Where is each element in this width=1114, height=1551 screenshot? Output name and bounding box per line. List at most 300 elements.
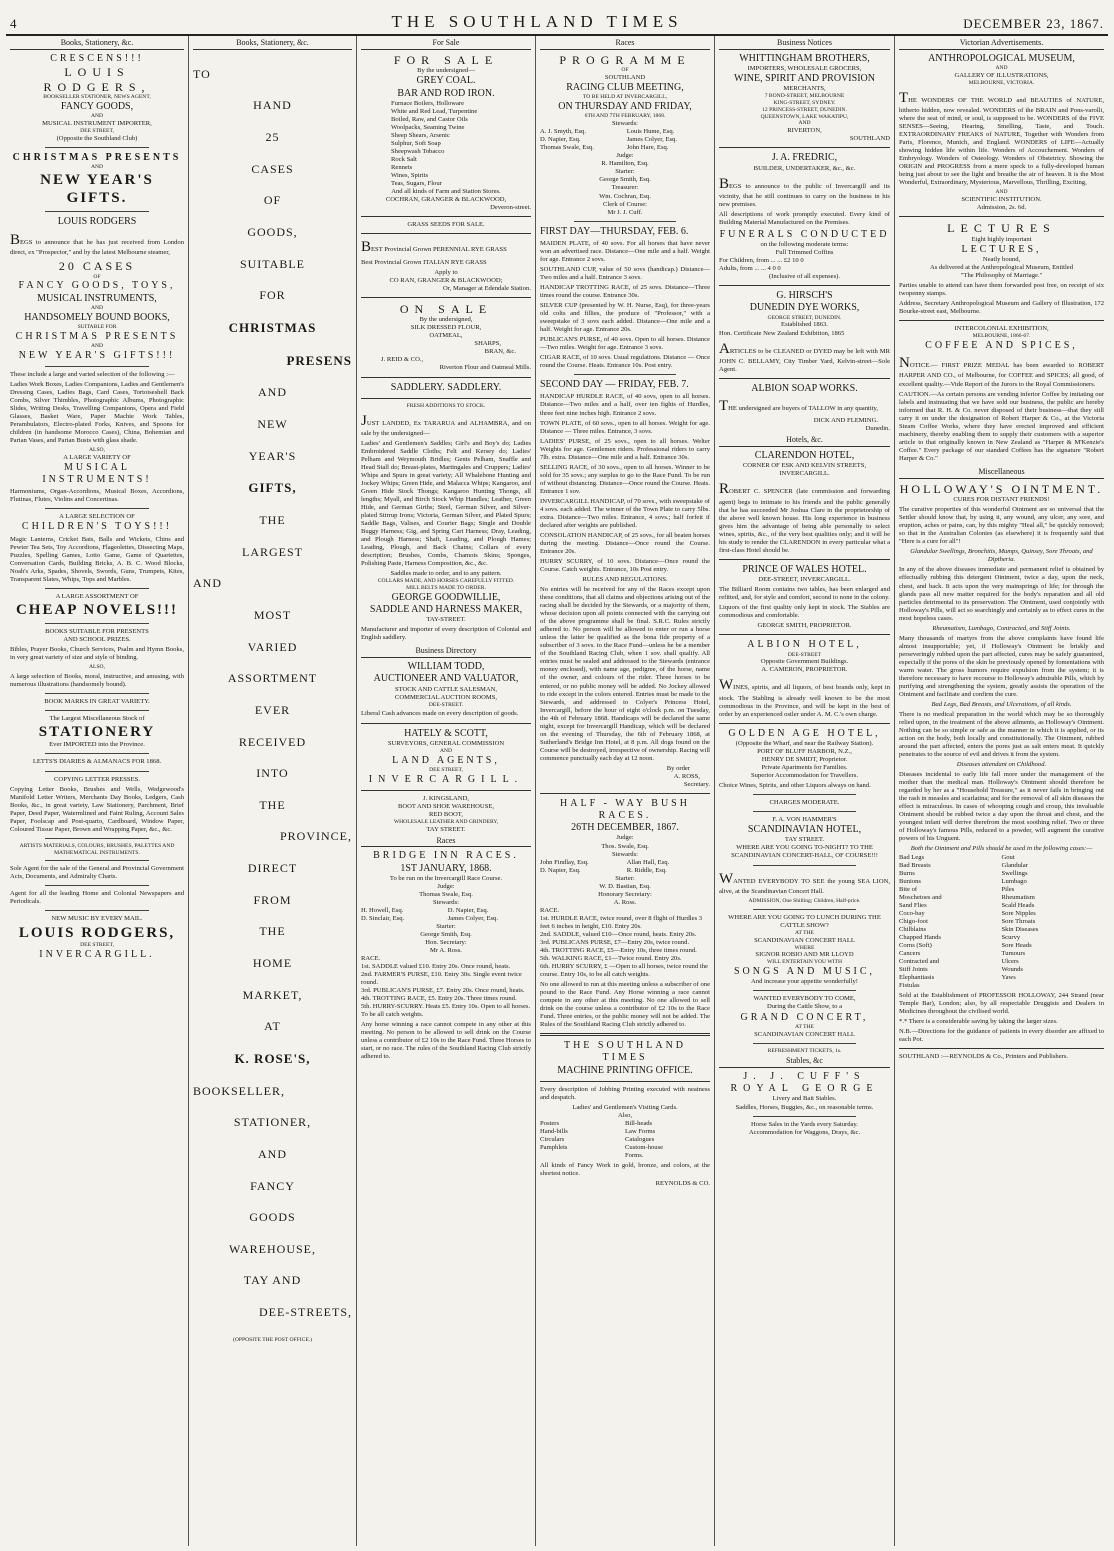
ad-line: DICK AND FLEMING.	[813, 417, 878, 425]
ad-line: Ladies' and Gentlemen's Visiting Cards.	[572, 1103, 678, 1111]
section-heading: SECOND DAY — FRIDAY, FEB. 7.	[540, 379, 689, 391]
ad-text: Harmoniums, Organ-Accordions, Musical Boxes, Accordions, Flutinas, Flutes, Violins and Concertinas.	[10, 488, 184, 504]
divider	[753, 794, 856, 795]
ad-line: BAR AND ROD IRON.	[397, 87, 495, 99]
ad-line: Stewards:	[611, 850, 638, 858]
ad-text: N.B.—Directions for the guidance of patients in every disorder are affixed to each Pot.	[899, 1028, 1104, 1044]
list-item: Scurvy	[1001, 933, 1021, 941]
stacked-word: DIRECT	[247, 861, 298, 876]
ad-line: (Opposite the Southland Club)	[56, 134, 138, 142]
ad-line: Horse Sales in the Yards every Saturday.	[751, 1120, 858, 1128]
steward: A. J. Smyth, Esq.	[540, 128, 586, 136]
section-heading: Races	[361, 834, 531, 848]
ad-line: A. CAMERON, PROPRIETOR.	[761, 666, 848, 674]
ad-footer: (OPPOSITE THE POST OFFICE.)	[232, 1336, 313, 1343]
divider	[45, 211, 149, 212]
divider	[45, 885, 149, 886]
divider	[719, 378, 890, 379]
section-heading: Hotels, &c.	[719, 433, 890, 447]
ad-line: CURES FOR DISTANT FRIENDS!	[953, 496, 1050, 504]
list-item: Scald Heads	[1001, 901, 1035, 909]
ad-line: COLLARS MADE, AND HORSES CAREFULLY FITTED.	[377, 578, 515, 585]
divider	[719, 634, 890, 635]
ad-line: 1ST JANUARY, 1868.	[400, 862, 492, 874]
list-item: Wines, Spirits	[391, 172, 429, 180]
list-item: Bill-heads	[625, 1119, 653, 1127]
ad-text: Diseases incidental to early life fall more under the management of the mother than the medical man. Holloway's Ointment should therefore be regarded by her as a "Household Treasure," as it never fails in bringing out the rash in measles and scarlatina; and for the removal of all skin diseases the effect is miraculous. In cases of whooping cough and croup, this invaluable Ointment should be rubbed twice a day upon the throat and chest, and the youngest infant will derive therefrom the most soothing relief. Two or three of Holloway's famous Pills, reduced to a powder, will augment the curative powers of his Unguent.	[899, 771, 1104, 843]
ad-text: JUST LANDED, Ex TARARUA and ALHAMBRA, and on sale by the undersigned—	[361, 412, 531, 437]
ad-line: MUSICAL INSTRUMENT IMPORTER,	[42, 120, 152, 127]
ad-text: Bibles, Prayer Books, Church Services, Psalm and Hymn Books, in very great variety of size and style of binding.	[10, 646, 184, 662]
divider	[45, 147, 149, 148]
ad-line: Eight highly important	[971, 235, 1032, 243]
ad-line: Hon. Secretary:	[425, 939, 467, 947]
ad-line: SHARPS,	[474, 340, 501, 348]
ad-text: The curative properties of this wonderful Ointment are so universal that the Settler should know that, by using it, any wound, any ulcer, any sore, and eruption, aches or pains, can, by this mighty "Heal all," be quickly removed; so that in the Australian Colonies (as elsewhere) it is frequently said that "Here is a cure for all"!	[899, 506, 1104, 546]
list-item: Hand-bills	[540, 1127, 568, 1135]
ad-line: MILL BELTS MADE TO ORDER.	[406, 585, 486, 592]
list-item: Skin Diseases	[1001, 925, 1039, 933]
ad-headline: 20 CASES	[58, 258, 136, 273]
ad-line: DEE-STREET	[787, 651, 822, 658]
list-item: Contracted and Stiff Joints	[899, 957, 940, 973]
list-item: Bad Breasts	[899, 861, 931, 869]
ad-text: A large selection of Books, moral, instructive, and amusing, with numerous illustrations (handsomely bound).	[10, 673, 184, 689]
ad-line: RED BOOT,	[429, 810, 463, 818]
ad-text: Many thousands of martyrs from the above complaints have found life almost insupportable; yet, if Holloway's Ointment be briskly and perseveringly rubbed upon the part affected, cures may be safely guaranteed, especially if the pores of the skin be previously opened by fomentations with warm water. The gross humors require expulsion from the system; it is therefore necessary to have recourse to Holloway's admirable Pills, which by purifying and strengthening the system, greatly assists the operation of the Ointment and facilitate and confirm the cure.	[899, 634, 1104, 698]
ad-line: SCANDINAVIAN CONCERT HALL	[754, 936, 855, 944]
ad-line: SCANDINAVIAN HOTEL,	[747, 824, 862, 836]
ad-line: A LARGE VARIETY OF	[63, 453, 131, 461]
steward: H. Howell, Esq.	[361, 906, 404, 914]
ad-line: WHERE	[794, 944, 815, 951]
stacked-word: ASSORTMENT	[227, 671, 318, 686]
ad-text: Address, Secretary Anthropological Museum and Gallery of Illustration, 172 Bourke-street east, Melbourne.	[899, 300, 1104, 316]
ad-line: TO BE HELD AT INVERCARGILL,	[582, 94, 668, 101]
list-item: Posters	[540, 1119, 560, 1127]
ad-line: LAND AGENTS,	[392, 754, 500, 766]
ad-line: R. Hamilton, Esq.	[601, 160, 649, 168]
page-number: 4	[10, 16, 17, 31]
ad-line: Stewards:	[432, 898, 459, 906]
ad-text: No one allowed to run at this meeting unless a subscriber of one pound to the Race Fund. Any Horse winning a race cannot compete in any other at this meeting. No one allowed to sell drink on the course unless a contributor of £2 10s to the Race Fund. Three entries, or the public money will not be added. The Rules of the Southland Racing Club strictly adhered to.	[540, 981, 710, 1029]
steward-row	[540, 136, 710, 144]
race-entry: 2nd. FARMER'S PURSE, £10. Entry 30s. Single event twice round.	[361, 971, 522, 987]
advertiser-name: F. A. VON HAMMER'S	[772, 816, 837, 824]
ad-subhead: Glandular Swellings, Bronchitis, Mumps, Quinsey, Sore Throats, and Diptheria.	[910, 548, 1093, 564]
ad-line: MUSICAL INSTRUMENTS,	[37, 292, 157, 304]
ad-headline: NEW YEAR'S GIFTS.	[40, 171, 154, 207]
stacked-word: FOR	[259, 288, 286, 303]
steward: D. Sinclair, Esq.	[361, 914, 405, 922]
ailment-list	[899, 854, 1104, 991]
ad-line: SADDLE AND HARNESS MAKER,	[369, 604, 523, 616]
ad-subhead: Both the Ointment and Pills should be used in the following cases:—	[910, 845, 1093, 853]
ad-line: DEE STREET,	[80, 941, 114, 948]
list-item: Coco-bay	[899, 909, 925, 917]
divider	[361, 377, 531, 378]
ad-headline: FUNERALS CONDUCTED	[719, 228, 890, 240]
ad-line: SOUTHLAND	[849, 135, 890, 143]
ad-text: *.* There is a considerable saving by taking the larger sizes.	[899, 1018, 1058, 1026]
ad-line: MELBOURNE, 1866-67.	[972, 333, 1031, 340]
ad-line: AND	[90, 304, 104, 311]
ad-line: BUILDER, UNDERTAKER, &c., &c.	[753, 164, 856, 172]
ad-line: Livery and Bait Stables.	[772, 1095, 837, 1103]
ad-text: All kinds of Fancy Work in gold, bronze, and colors, at the shortest notice.	[540, 1162, 710, 1178]
divider	[719, 147, 890, 148]
ad-text: The Billiard Room contains two tables, has been enlarged and refitted, and, for style and comfort, second to none in the colony.	[719, 586, 890, 602]
ad-text: Best Provincial Grown ITALIAN RYE GRASS	[361, 258, 487, 266]
ad-line: Ever IMPORTED into the Province.	[49, 741, 145, 749]
race-entry: SELLING RACE, of 30 sovs., open to all horses. Winner to be sold for 35 sovs.; any surplus to go to the Race Fund. To be run of without distancing. Distance—Once round the Course. Heats. Entrance 1 sov.	[540, 463, 710, 495]
steward: John Hare, Esq.	[626, 144, 669, 152]
ad-headline: ON SALE	[399, 301, 493, 316]
stacked-word: MOST	[253, 608, 292, 623]
ad-line: INVERCARGILL.	[779, 470, 830, 478]
ad-line: ADMISSION, One Shilling; Children, Half-price.	[748, 897, 861, 904]
ad-line: DEE STREET,	[80, 128, 114, 135]
race-entry: CONSOLATION HANDICAP, of 25 sovs., for all beaten horses during the meeting. Distance—Once round the Course. Entrance 20s.	[540, 531, 710, 555]
ad-line: A LARGE ASSORTMENT OF	[55, 592, 139, 600]
ad-headline: CRESCENS!!!	[50, 52, 144, 64]
advertiser-name: LOUIS RODGERS,	[43, 64, 151, 94]
newspaper-title: THE SOUTHLAND TIMES	[391, 12, 683, 31]
list-item: Glandular Swellings	[1001, 861, 1028, 877]
stacked-word: HOME	[252, 955, 293, 970]
ad-line: KING-STREET, SYDNEY.	[773, 100, 836, 106]
list-item: Furnace Boilers, Holloware	[391, 99, 465, 107]
item-list	[361, 100, 531, 188]
list-item: Sore Throats	[1001, 917, 1036, 925]
stacked-word: GIFTS,	[248, 480, 297, 496]
stacked-word: GOODS	[249, 1210, 296, 1225]
ad-line: SIGNOR ROBIO AND MR LLOYD	[755, 951, 854, 959]
divider	[45, 366, 149, 367]
column-5	[715, 36, 895, 1546]
printers-imprint: SOUTHLAND :—REYNOLDS & Co., Printers and Publishers.	[899, 1053, 1069, 1061]
divider	[899, 216, 1104, 217]
column-heading: Business Notices	[719, 36, 890, 50]
ad-text: In any of the above diseases immediate and permanent relief is obtained by effectually rubbing this detergent Ointment, twice a day, upon the neck, chest, and back. It acts upon the very mainsprings of life; for through the glands pass all new matter required for the body's reparation and all old particles detrimental to its preservation. The Ointment, used conjointly with Holloway's Pills, will act so searchingly and certainly as to effect cures in the most hopeless cases.	[899, 566, 1104, 622]
advertiser-name: PRINCE OF WALES HOTEL.	[742, 563, 867, 575]
ad-headline: HOLLOWAY'S OINTMENT.	[899, 481, 1104, 496]
ad-line: ARTISTS MATERIALS, COLOURS, BRUSHES, PALETTES AND MATHEMATICAL INSTRUMENTS.	[19, 842, 175, 856]
list-item: Burns	[899, 869, 915, 877]
print-list-col	[625, 1120, 710, 1160]
ad-line: HENRY DE SMIDT, Proprietor.	[761, 756, 848, 764]
race-entry: 5th. WALKING RACE, £1—Twice round. Entry 20s.	[540, 954, 682, 962]
ad-line: COPYING LETTER PRESSES.	[54, 775, 140, 783]
ad-line: Treasurer:	[611, 184, 639, 192]
ad-line: OF	[621, 67, 629, 74]
divider	[45, 771, 149, 772]
advertiser-name: LOUIS RODGERS,	[18, 924, 176, 941]
column-2	[189, 36, 357, 1546]
steward-row	[540, 144, 710, 152]
divider	[45, 753, 149, 754]
ad-line: AND	[439, 747, 453, 754]
advertiser-name: WILLIAM TODD,	[407, 661, 485, 673]
ad-line: Mr J. J. Cuff.	[607, 208, 643, 216]
divider	[753, 811, 856, 812]
ad-line: AT THE	[795, 929, 814, 936]
stacked-word: BOOKSELLER,	[193, 1083, 285, 1098]
stacked-word: AND	[258, 1146, 287, 1161]
ad-text: Sold at the Establishment of PROFESSOR HOLLOWAY, 244 Strand (near Temple Bar), London; also, by all respectable Druggists and Dealers in Medicines throughout the civilised world.	[899, 992, 1104, 1016]
ad-line: OATMEAL,	[429, 332, 463, 340]
race-entry: HANDICAP TROTTING RACE, of 25 sovs. Distance—Three times round the course. Entrance 30s.	[540, 283, 710, 299]
ad-text: There is no medical preparation in the world which may be so thoroughly relied upon, in the treatment of the above ailments, as Holloway's Ointment. Nothing can be so simple or safe as the manner in which it is applied, or its action on the body, both locally and constitutionally. The Ointment, rubbed around the part affected, enters the pores just as salt enters meat. It quickly penetrates to the source of evil and drives it from the system.	[899, 710, 1104, 759]
stacked-word: THE	[259, 797, 286, 812]
list-item: Law Forms	[625, 1127, 656, 1135]
column-3	[357, 36, 536, 1546]
column-heading: Races	[540, 36, 710, 50]
list-item: Woolpacks, Seaming Twine	[391, 123, 465, 131]
advertiser-name: J. J. CUFF'S	[743, 1071, 866, 1083]
race-entry: 4th. TROTTING RACE, £5. Entry 20s. Three times round.	[361, 995, 517, 1003]
ad-headline: COFFEE AND SPICES,	[925, 339, 1078, 351]
ad-line: AND	[90, 164, 104, 171]
stacked-word: LARGEST	[242, 544, 303, 559]
ad-line: Wm. Cochran, Esq.	[599, 192, 651, 200]
section-heading: Business Directory	[361, 644, 531, 658]
divider	[361, 233, 531, 234]
ad-text: Copying Letter Books, Brushes and Wells, Wedgewood's Manifold Letter Writers, Merchants Day Books, Ledgers, Cash Books, &c., in great variety, Law Stationery, Parchment, Brief Paper, Deed Paper, Watermlined and Faint Ruling, Account Sales Paper, Foolscap and Post-quarto, Cardboard, Window Paper, Coloured Tissue Paper, Brown and Wrapping Paper, &c., &c.	[10, 785, 184, 833]
ad-line: CO RAN, GRANGER & BLACKWOOD;	[389, 276, 503, 284]
ad-line: By order	[666, 764, 690, 772]
ad-line: MELBOURNE, VICTORIA.	[968, 79, 1035, 86]
ad-line: SUITABLE FOR	[77, 323, 117, 330]
list-item: Fistulas	[899, 982, 920, 989]
ad-text: Sole Agent for the sale of the General and Provincial Government Acts, Documents, and Admiralty Charts.	[10, 865, 184, 881]
ad-line: TAY-STREET.	[426, 616, 466, 624]
ad-line: DEE-STREET, INVERCARGILL.	[758, 576, 851, 584]
ad-line: During the Cattle Show, to a	[766, 1003, 843, 1011]
ad-text: BEGS to announce that he has just received from London direct, ex "Prospector," and by the latest Melbourne steamer,	[10, 231, 184, 256]
ad-line: RIVERTON,	[787, 127, 822, 135]
ad-line: 12 PRINCESS-STREET, DUNEDIN.	[762, 106, 847, 113]
race-entry: INVERCARGILL HANDICAP, of 70 sovs., with sweepstake of 4 sovs. each added. The winner of the Town Plate to carry 5lbs. extra. Distance—Two miles. Entrance, 4 sovs.; half forfeit if declared after weights are published.	[540, 497, 710, 529]
stacked-word: K. ROSE'S,	[234, 1050, 311, 1066]
ad-line: 6TH AND 7TH FEBRUARY, 1868.	[584, 113, 666, 120]
list-item: Ulcers	[1001, 957, 1019, 965]
ad-text: Magic Lanterns, Cricket Bats, Balls and Wickets, Chins and Pewter Tea Sets, Toy Accordions, Flageolettes, Dissecting Maps, Puzzles, Spelling Games, Lotto Game, Game of Quartettes, Conversation Cards, Building Bricks, A. B. C. Wood Blocks, Noah's Arks, Spades, Shovels, Swords, Guns, Trumpets, Kites, Transparent Slates, Whips, Tops and Marbles.	[10, 535, 184, 583]
section-heading: Miscellaneous	[899, 465, 1104, 479]
race-entry: 5th. HURRY-SCURRY. Heats £5. Entry 10s. Open to all horses. To be all catch weights.	[361, 1003, 531, 1019]
steward: D. Napier, Esq.	[540, 866, 581, 874]
ad-line: WHOLESALE LEATHER AND GRINDERY,	[393, 818, 499, 825]
ad-line: RACE.	[361, 955, 381, 963]
list-item: Teas, Sugars, Flour	[391, 180, 442, 188]
ad-headline: GRAND CONCERT,	[740, 1011, 869, 1023]
steward-row	[361, 907, 531, 915]
print-list-col	[540, 1120, 625, 1160]
divider	[45, 693, 149, 694]
divider	[753, 1116, 856, 1117]
ad-text: No entries will be received for any of the Races except upon these conditions, that all claims and objections arising out of the racing shall be decided by the Stewards, or a majority of them, whose decision upon all points connected with the carrying out of the above programme shall be final. S.R.C. Rules strictly adhered to. No person will be allowed to enter or run a horse unless the latter be qualified as the bona fide property of a subscriber of 3 sovs. to the Race Fund—unless he be a member of the Southland Racing Club, when 1 sov. shall qualify. All entries must be sealed and addressed to the Stewards (entrance money enclosed), with name age, pedigree, of the horse, name of the owner, and colours of the rider. Three horses to be entered, or no public money will be added. No Jockey allowed to ride except in the colors entered. Entries must be made to the Stewards, and addressed to Colyer's Princess Hotel, Invercargill, before the hour of eight o'clock p.m. on Tuesday, the 4th of February 1868. Handicaps will be declared the same night, except for Invercargill Handicap, which will be declared on the evening of Thursday, the 6th of February 1868, at Sutherland's Bridge Inn Hotel, at 8 p.m. All dogs found on the Course will be destroyed, irrespective of ownership. Racing will commence punctually each day at 12 noon.	[540, 586, 710, 762]
ad-line: SURVEYORS, GENERAL COMMISSION	[387, 739, 505, 747]
divider	[45, 860, 149, 861]
race-entry: 1st. HURDLE RACE, twice round, over 8 flight of Hurdles 3 feet 6 inches in height, £10. Entry 20s.	[540, 914, 703, 930]
ad-line: MACHINE PRINTING OFFICE.	[557, 1064, 693, 1076]
ad-line: WINE, SPIRIT AND PROVISION	[734, 72, 875, 84]
stacked-word: AT	[264, 1019, 281, 1034]
race-entry: 4th. TROTTING RACE, £5—Entry 10s, three times round.	[540, 946, 697, 954]
ad-text: Choice Wines, Spirits, and other Liquors always on hand.	[719, 782, 871, 790]
ad-line: J. REID & CO.,	[381, 356, 424, 364]
steward-row	[540, 859, 710, 867]
ad-line: BOOKS SUITABLE FOR PRESENTS	[45, 628, 149, 636]
list-item: Bite of Moschetoes and Sand Flies	[899, 885, 942, 909]
ad-headline: MUSICAL INSTRUMENTS!	[42, 461, 152, 486]
ad-line: Thos. Swale, Esq.	[601, 842, 649, 850]
ad-line: Thomas Swale, Esq.	[419, 890, 473, 898]
ad-line: CORNER OF ESK AND KELVIN STREETS,	[742, 462, 867, 470]
ad-headline: BRIDGE INN RACES.	[373, 850, 519, 862]
stacked-word: YEAR'S	[248, 448, 297, 463]
race-entry: SOUTHLAND CUP, value of 50 sovs (handicap.) Distance—Two miles and a half. Entrance 3 sovs.	[540, 265, 710, 281]
stacked-word: INTO	[256, 766, 289, 781]
ad-line: on the following moderate terms:	[760, 241, 849, 249]
ad-line: Deveron-street.	[490, 204, 531, 212]
divider	[574, 221, 676, 222]
list-item: Pamphlets	[540, 1144, 568, 1151]
advertiser-name: G. HIRSCH'S	[776, 290, 833, 302]
ad-headline: HALF - WAY BUSH RACES.	[560, 797, 690, 822]
column-heading: For Sale	[361, 36, 531, 50]
ad-line: RACE.	[540, 906, 560, 914]
stacked-word: FANCY	[250, 1178, 295, 1193]
race-entry: PUBLICAN'S PURSE, of 40 sovs. Open to all horses. Distance—Two miles. Weight for age. Entrance 3 sovs.	[540, 336, 710, 352]
issue-date: DECEMBER 23, 1867.	[963, 16, 1104, 31]
columns	[6, 36, 1108, 1546]
ad-text: Ladies' and Gentlemen's Saddles; Girl's and Boy's do; Ladies Embroidered Saddle Cloths; Felt and Kersey do; Ladies' Pelham and Weymouth Bridles; Gents Pelham, Snaffle and Head Stall do; Breast-plates, Martingales and Cruppers; Ladies' Whips and Spurs in great variety; All Whalebone Hunting and Jockey Whips; Green Hide, and Malacca Whips; Kangaroo, and Green Hide Stock Thongs; Kangaroo Hunting Thongs, all lengths; Myall, and Birch Stock Whip Handles; Leather, Green Hide, and German Girths; Steel, German Silver, and Silver-plated Stirrup Irons; Victoria, German Silver, and Plated Spurs; Saddle Bags, Valises, and Courier Bags; Single and Double Buggy Harness; Gig, and Spring Cart Harness; Dray, Leading, and Plough Harness; Shaft, Leading, and Plough Hames; Leading, Plough, and Back Chains; Collars of every description; Brushes, Combs, Chamois Skins; Sponges, Polishing Paste, Harness Composition, &c., &c.	[361, 439, 531, 568]
divider	[753, 990, 856, 991]
ad-line: Clerk of Course:	[603, 200, 647, 208]
advertiser-name: ALBION HOTEL,	[747, 639, 862, 651]
steward: D. Napier, Esq.	[540, 136, 581, 144]
advertiser-name: GEORGE GOODWILLIE,	[391, 592, 501, 603]
stacked-word: FROM	[253, 892, 292, 907]
ad-line: ALSO,	[88, 664, 105, 671]
list-item: Gout	[1001, 853, 1015, 861]
column-heading: Victorian Advertisements.	[899, 36, 1104, 50]
steward-row	[540, 128, 710, 136]
stacked-word: TAY AND	[243, 1273, 302, 1288]
ad-headline: SADDLERY. SADDLERY.	[390, 381, 502, 393]
ad-line: Judge:	[616, 152, 634, 160]
section-heading: RULES AND REGULATIONS.	[582, 576, 668, 584]
ad-text: Liberal Cash advances made on every description of goods.	[361, 710, 519, 718]
steward: James Colyer, Esq.	[626, 136, 677, 144]
ad-line: FANCY GOODS, TOYS,	[18, 280, 176, 292]
ad-line: Honorary Secretary:	[598, 890, 652, 898]
divider	[899, 320, 1104, 321]
ad-headline: PROGRAMME	[559, 52, 691, 67]
ailment-list-right	[1002, 854, 1105, 991]
ad-line: DEE-STREET.	[428, 701, 464, 708]
list-item: Yaws	[1001, 973, 1016, 981]
stacked-word: 25	[265, 130, 280, 144]
ad-line: LETTS'S DIARIES & ALMANACS FOR 1868.	[32, 758, 162, 766]
ad-text: Manufacturer and importer of every description of Colonial and English saddlery.	[361, 626, 531, 642]
list-item: Sore Heads	[1001, 941, 1032, 949]
section-heading: Stables, &c	[719, 1054, 890, 1068]
stacked-word: PRESENS	[286, 352, 352, 368]
ad-line: REFRESHMENT TICKETS, 1s.	[767, 1047, 842, 1054]
stacked-word: MARKET,	[242, 987, 303, 1002]
ad-headline: SONGS AND MUSIC,	[733, 966, 876, 978]
divider	[45, 910, 149, 911]
race-entry: 1st. SADDLE valued £10. Entry 20s. Once round, heats.	[361, 963, 511, 971]
advertiser-name: HATELY & SCOTT,	[404, 727, 488, 739]
ad-text: All descriptions of work promptly executed. Every kind of Building Material Manufactured on the Premises.	[719, 210, 890, 226]
ad-line: Starter:	[615, 874, 635, 882]
ad-line: AND	[90, 113, 104, 120]
race-entry: 3rd. PUBLICAN'S PURSE, £7. Entry 20s. Once round, heats.	[361, 987, 525, 995]
ad-line: PORT OF BLUFF HARBOR, N.Z.,	[757, 748, 852, 756]
ad-line: DEE STREET,	[429, 766, 463, 773]
ad-line: COMMERCIAL AUCTION ROOMS,	[394, 693, 498, 701]
ad-line: A. ROSS,	[673, 772, 700, 780]
ad-line: Judge:	[616, 834, 634, 842]
stacked-ad	[193, 67, 352, 1320]
ad-line: Starter:	[436, 922, 456, 930]
list-item: Wounds	[1001, 965, 1023, 973]
stacked-word: VARIED	[247, 639, 298, 654]
steward-row	[540, 867, 710, 875]
ad-line: Private Apartments for Families.	[761, 764, 848, 772]
price-line: For Children, from ... ... £2 10 0	[719, 257, 804, 265]
stacked-word: PROVINCE,	[279, 829, 352, 844]
column-6	[895, 36, 1108, 1546]
race-entry: LADIES' PURSE, of 25 sovs., open to all horses. Welter Weights for age. Gentlemen riders. Professional riders to carry 7lb. extra. Distance—One mile and a half. Entrance 30s.	[540, 437, 710, 461]
ad-line: LECTURES,	[961, 243, 1042, 255]
ad-line: TAY STREET.	[426, 825, 466, 833]
divider	[719, 559, 890, 560]
list-item: Rennets	[391, 164, 413, 172]
ad-text: BEGS to announce to the public of Invercargill and its vicinity, that he still continues to carry on the business in his new premises.	[719, 175, 890, 208]
ad-line: AT THE	[795, 1023, 814, 1030]
steward: Louis Hume, Esq.	[626, 128, 675, 136]
divider	[753, 909, 856, 910]
ad-line: W. D. Bastian, Esq.	[599, 882, 651, 890]
ad-line: TAY STREET.	[784, 836, 825, 844]
steward: R. Riddle, Esq.	[626, 866, 667, 874]
list-item: Sheep Shears, Arsenic	[391, 131, 450, 139]
column-heading: Books, Stationery, &c.	[10, 36, 184, 50]
ad-line: By the undersigned—	[417, 67, 475, 75]
column-4	[536, 36, 715, 1546]
ad-line: COCHRAN, GRANGER & BLACKWOOD,	[385, 196, 507, 204]
ailment-list-left	[899, 854, 1002, 991]
steward: John Findlay, Esq.	[540, 858, 589, 866]
ad-line: AND	[995, 189, 1008, 196]
divider	[45, 710, 149, 711]
ad-line: RACING CLUB MEETING,	[566, 82, 684, 94]
advertiser-name: WHITTINGHAM BROTHERS,	[739, 52, 870, 64]
ad-headline: CHILDREN'S TOYS!!!	[21, 521, 173, 533]
section-heading: FIRST DAY—THURSDAY, FEB. 6.	[540, 225, 689, 237]
ad-headline: ROYAL GEORGE	[730, 1083, 879, 1095]
ad-line: Secretary.	[683, 780, 710, 788]
ad-line: WHERE ARE YOU GOING TO-NIGHT? TO THE SCANDINAVIAN CONCERT-HALL, OF COURSE!!!	[731, 844, 878, 860]
stacked-word: THE	[259, 924, 286, 939]
ad-line: STOCK AND CATTLE SALESMAN,	[394, 685, 498, 693]
ad-line: SCIENTIFIC INSTITUTION.	[961, 196, 1042, 204]
ad-line: (Inclusive of all expenses).	[768, 273, 841, 281]
